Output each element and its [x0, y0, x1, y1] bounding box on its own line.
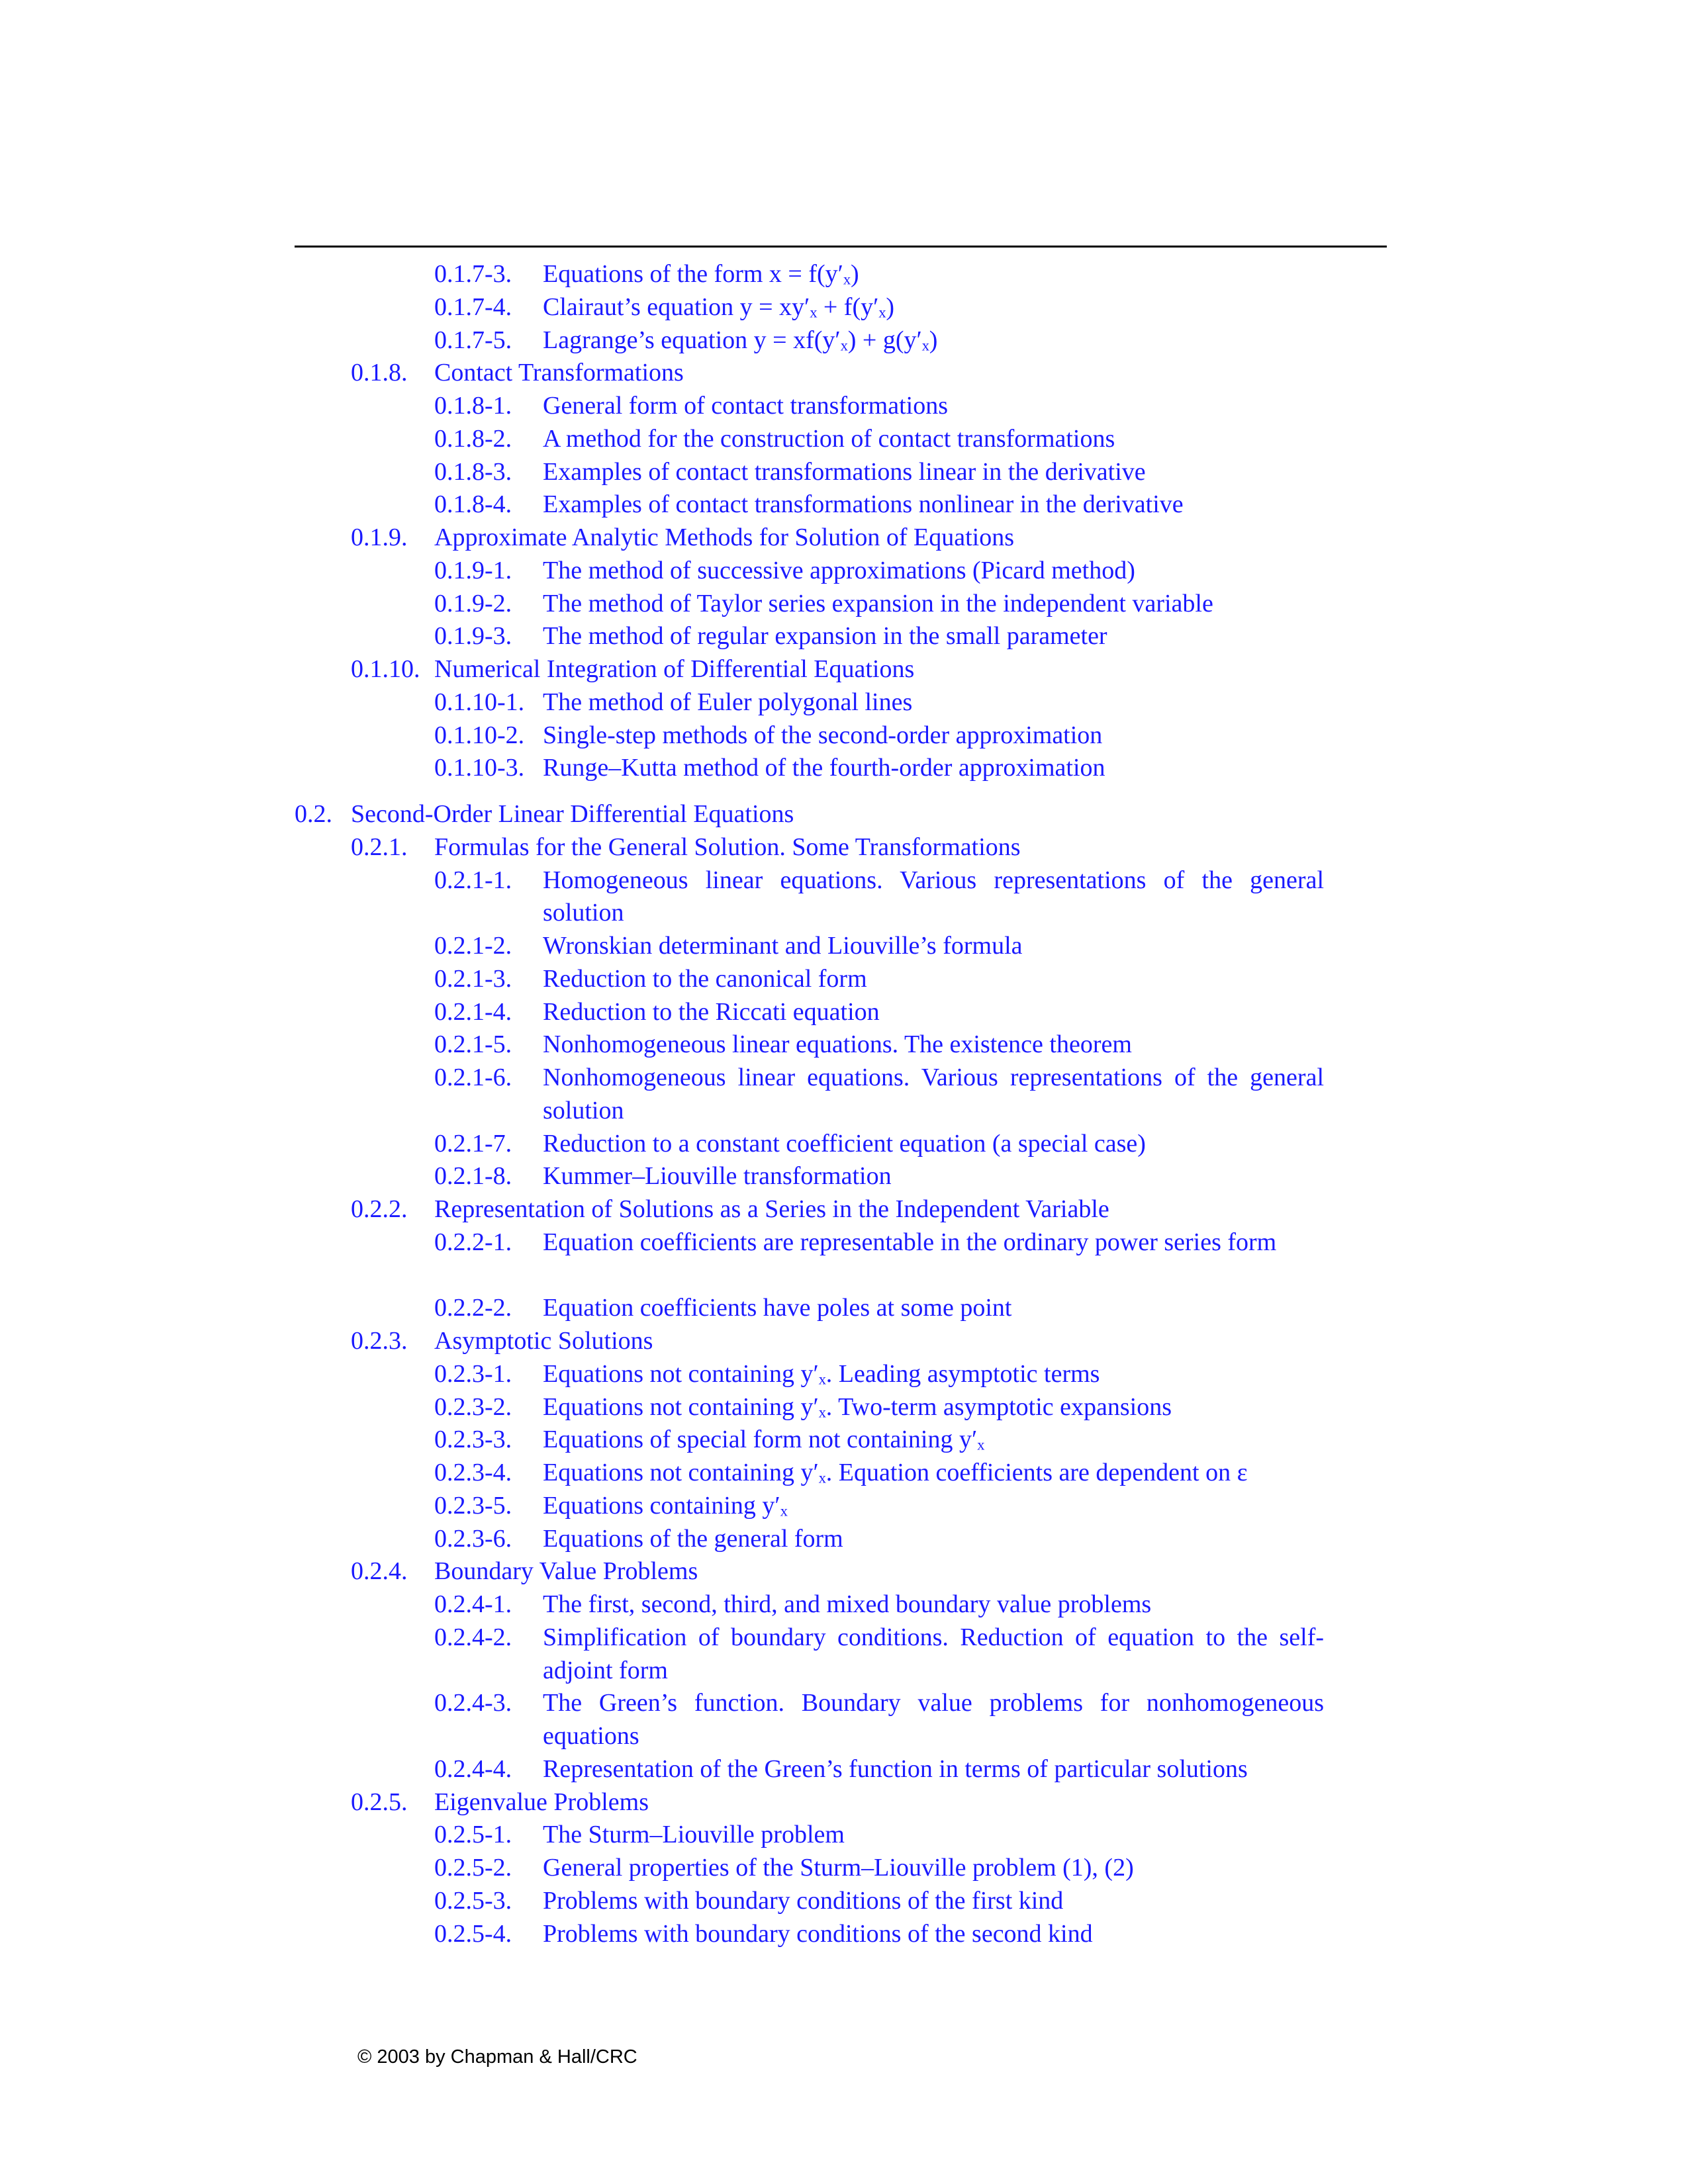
toc-entry-number: 0.1.7-4. [434, 293, 512, 321]
toc-entry-number: 0.2.3-5. [434, 1491, 512, 1520]
toc-subsection-entry[interactable] [0, 1588, 1688, 1621]
toc-entry-title: Equations of special form not containing y′ₓ [543, 1426, 985, 1454]
toc-entry-number: 0.2.3-1. [434, 1359, 512, 1388]
toc-entry-number: 0.1.8-2. [434, 424, 512, 453]
toc-entry-title: The first, second, third, and mixed boundary value problems [543, 1590, 1152, 1618]
toc-entry-title: General form of contact transformations [543, 392, 948, 420]
toc-entry-title: Nonhomogeneous linear equations. The existence theorem [543, 1030, 1132, 1059]
toc-entry-number: 0.2.1-5. [434, 1030, 512, 1059]
toc-section-entry[interactable] [0, 522, 1688, 555]
toc-entry-number: 0.2.4-4. [434, 1754, 512, 1783]
toc-entry-title: Approximate Analytic Methods for Solution of Equations [434, 523, 1015, 551]
copyright-footer: © 2003 by Chapman & Hall/CRC [357, 2046, 637, 2068]
toc-subsection-entry[interactable] [0, 1753, 1688, 1786]
toc-entry-title: Equations of the general form [543, 1524, 843, 1553]
toc-entry-title: Equations containing y′ₓ [543, 1491, 788, 1520]
toc-section-entry[interactable] [0, 1786, 1688, 1819]
toc-entry-number: 0.2.5-2. [434, 1854, 512, 1882]
toc-entry-title: Asymptotic Solutions [434, 1327, 653, 1355]
toc-entry-number: 0.2. [295, 800, 332, 828]
toc-subsection-entry[interactable] [0, 1358, 1688, 1391]
toc-entry-title: Contact Transformations [434, 359, 684, 387]
toc-entry-number: 0.2.3-2. [434, 1392, 512, 1421]
toc-entry-title: Formulas for the General Solution. Some Transformations [434, 833, 1021, 861]
toc-subsection-entry[interactable] [0, 752, 1688, 785]
toc-subsection-entry[interactable] [0, 555, 1688, 588]
toc-entry-number: 0.2.4-3. [434, 1689, 512, 1717]
toc-chapter-entry[interactable] [0, 798, 1688, 831]
toc-entry-title: Equations of the form x = f(y′ₓ) [543, 260, 859, 288]
toc-entry-title: Boundary Value Problems [434, 1557, 698, 1586]
toc-entry-title: Lagrange’s equation y = xf(y′ₓ) + g(y′ₓ) [543, 326, 938, 354]
toc-entry-number: 0.1.9-1. [434, 556, 512, 584]
toc-entry-number: 0.2.2-1. [434, 1228, 512, 1256]
toc-section-entry[interactable] [0, 831, 1688, 864]
toc-subsection-entry[interactable] [0, 864, 1688, 931]
toc-subsection-entry[interactable] [0, 1457, 1688, 1490]
toc-subsection-entry[interactable] [0, 488, 1688, 522]
toc-subsection-entry[interactable] [0, 719, 1688, 752]
toc-entry-title: Clairaut’s equation y = xy′ₓ + f(y′ₓ) [543, 293, 895, 321]
toc-subsection-entry[interactable] [0, 1819, 1688, 1852]
toc-entry-title: Equation coefficients are representable in the ordinary power series form [543, 1228, 1277, 1256]
toc-subsection-entry[interactable] [0, 258, 1688, 291]
toc-entry-title: Runge–Kutta method of the fourth-order approximation [543, 754, 1105, 782]
toc-subsection-entry[interactable] [0, 930, 1688, 963]
toc-entry-title: The method of regular expansion in the small parameter [543, 622, 1107, 651]
table-of-contents [0, 258, 1688, 1950]
toc-section-entry[interactable] [0, 1193, 1688, 1226]
toc-entry-title: Numerical Integration of Differential Equations [434, 655, 915, 683]
toc-subsection-entry[interactable] [0, 291, 1688, 324]
toc-section-entry[interactable] [0, 357, 1688, 390]
toc-entry-title: The method of successive approximations (Picard method) [543, 556, 1135, 584]
toc-entry-number: 0.2.2. [351, 1195, 408, 1223]
toc-entry-title: Eigenvalue Problems [434, 1788, 649, 1816]
toc-entry-number: 0.1.9-3. [434, 622, 512, 651]
toc-entry-title: Kummer–Liouville transformation [543, 1162, 892, 1191]
toc-entry-title: Equations not containing y′ₓ. Two-term asymptotic expansions [543, 1392, 1172, 1421]
toc-subsection-entry[interactable] [0, 1062, 1688, 1128]
toc-entry-title: The method of Taylor series expansion in the independent variable [543, 589, 1213, 617]
toc-section-entry[interactable] [0, 653, 1688, 686]
header-rule [295, 246, 1387, 248]
toc-subsection-entry[interactable] [0, 1292, 1688, 1325]
toc-entry-title: Homogeneous linear equations. Various representations of the general solution [543, 866, 1324, 927]
toc-entry-title: Examples of contact transformations linear in the derivative [543, 457, 1146, 486]
toc-entry-title: Representation of the Green’s function in terms of particular solutions [543, 1754, 1248, 1783]
toc-entry-title: The method of Euler polygonal lines [543, 688, 913, 716]
toc-subsection-entry[interactable] [0, 456, 1688, 489]
toc-section-entry[interactable] [0, 1325, 1688, 1358]
toc-entry-title: Nonhomogeneous linear equations. Various representations of the general solution [543, 1064, 1324, 1124]
toc-entry-number: 0.2.4. [351, 1557, 408, 1586]
toc-entry-number: 0.2.1. [351, 833, 408, 861]
toc-entry-number: 0.1.8-1. [434, 392, 512, 420]
toc-entry-number: 0.2.2-2. [434, 1294, 512, 1322]
toc-entry-title: Second-Order Linear Differential Equations [351, 800, 794, 828]
toc-entry-title: Reduction to a constant coefficient equation (a special case) [543, 1129, 1146, 1158]
toc-subsection-entry[interactable] [0, 423, 1688, 456]
toc-entry-number: 0.2.3-3. [434, 1426, 512, 1454]
section-gap [0, 785, 1688, 798]
toc-entry-number: 0.1.8-3. [434, 457, 512, 486]
toc-entry-number: 0.1.9. [351, 523, 408, 551]
toc-entry-title: Problems with boundary conditions of the first kind [543, 1886, 1064, 1915]
toc-subsection-entry[interactable] [0, 1391, 1688, 1424]
toc-entry-number: 0.2.1-4. [434, 997, 512, 1026]
toc-subsection-entry[interactable] [0, 1918, 1688, 1951]
toc-entry-number: 0.2.1-6. [434, 1064, 512, 1091]
toc-subsection-entry[interactable] [0, 1621, 1688, 1688]
toc-entry-title: Single-step methods of the second-order approximation [543, 721, 1103, 749]
toc-entry-title: Reduction to the Riccati equation [543, 997, 880, 1026]
toc-entry-title: Equations not containing y′ₓ. Equation coefficients are dependent on ε [543, 1459, 1248, 1486]
toc-entry-title: Representation of Solutions as a Series in the Independent Variable [434, 1195, 1109, 1223]
toc-entry-number: 0.2.4-2. [434, 1623, 512, 1651]
toc-entry-title: Reduction to the canonical form [543, 964, 867, 993]
toc-entry-number: 0.1.10-3. [434, 754, 525, 782]
toc-entry-number: 0.1.7-3. [434, 260, 512, 288]
toc-subsection-entry[interactable] [0, 324, 1688, 357]
toc-subsection-entry[interactable] [0, 1160, 1688, 1193]
toc-entry-number: 0.2.1-7. [434, 1129, 512, 1158]
toc-entry-number: 0.1.8-4. [434, 490, 512, 519]
toc-entry-number: 0.2.1-2. [434, 932, 512, 960]
toc-subsection-entry[interactable] [0, 1490, 1688, 1523]
toc-subsection-entry[interactable] [0, 620, 1688, 653]
toc-entry-number: 0.2.5-4. [434, 1919, 512, 1948]
toc-entry-title: The Green’s function. Boundary value problems for nonhomogeneous equations [543, 1689, 1324, 1750]
toc-section-entry[interactable] [0, 1555, 1688, 1588]
toc-entry-number: 0.2.1-3. [434, 964, 512, 993]
toc-entry-number: 0.1.8. [351, 359, 408, 387]
toc-entry-number: 0.1.9-2. [434, 589, 512, 617]
toc-subsection-entry[interactable] [0, 1852, 1688, 1885]
toc-subsection-entry[interactable] [0, 686, 1688, 719]
toc-entry-number: 0.2.3-6. [434, 1524, 512, 1553]
toc-subsection-entry[interactable] [0, 1128, 1688, 1161]
toc-entry-title: Wronskian determinant and Liouville’s formula [543, 932, 1023, 960]
toc-entry-title: Problems with boundary conditions of the second kind [543, 1919, 1093, 1948]
toc-entry-title: Simplification of boundary conditions. Reduction of equation to the self-adjoint form [543, 1623, 1324, 1684]
toc-entry-title: General properties of the Sturm–Liouville problem (1), (2) [543, 1854, 1134, 1882]
toc-entry-number: 0.1.10-2. [434, 721, 525, 749]
toc-entry-number: 0.1.10. [351, 655, 420, 683]
toc-entry-title: The Sturm–Liouville problem [543, 1821, 845, 1849]
toc-subsection-entry[interactable] [0, 1885, 1688, 1918]
toc-entry-number: 0.2.4-1. [434, 1590, 512, 1618]
toc-entry-number: 0.2.5-3. [434, 1886, 512, 1915]
toc-subsection-entry[interactable] [0, 1226, 1688, 1293]
toc-entry-number: 0.2.1-8. [434, 1162, 512, 1191]
toc-entry-title: A method for the construction of contact transformations [543, 424, 1115, 453]
toc-subsection-entry[interactable] [0, 1028, 1688, 1062]
toc-entry-number: 0.2.3-4. [434, 1459, 512, 1486]
toc-subsection-entry[interactable] [0, 996, 1688, 1029]
toc-entry-title: Examples of contact transformations nonlinear in the derivative [543, 490, 1184, 519]
toc-entry-number: 0.1.10-1. [434, 688, 525, 716]
toc-subsection-entry[interactable] [0, 963, 1688, 996]
toc-subsection-entry[interactable] [0, 588, 1688, 621]
toc-entry-number: 0.2.5-1. [434, 1821, 512, 1849]
toc-entry-number: 0.1.7-5. [434, 326, 512, 354]
toc-entry-number: 0.2.3. [351, 1327, 408, 1355]
toc-subsection-entry[interactable] [0, 1687, 1688, 1753]
toc-subsection-entry[interactable] [0, 1523, 1688, 1556]
toc-subsection-entry[interactable] [0, 390, 1688, 423]
toc-entry-number: 0.2.1-1. [434, 866, 512, 894]
toc-entry-number: 0.2.5. [351, 1788, 408, 1816]
toc-subsection-entry[interactable] [0, 1424, 1688, 1457]
toc-entry-title: Equation coefficients have poles at some point [543, 1294, 1012, 1322]
toc-entry-title: Equations not containing y′ₓ. Leading asymptotic terms [543, 1359, 1100, 1388]
